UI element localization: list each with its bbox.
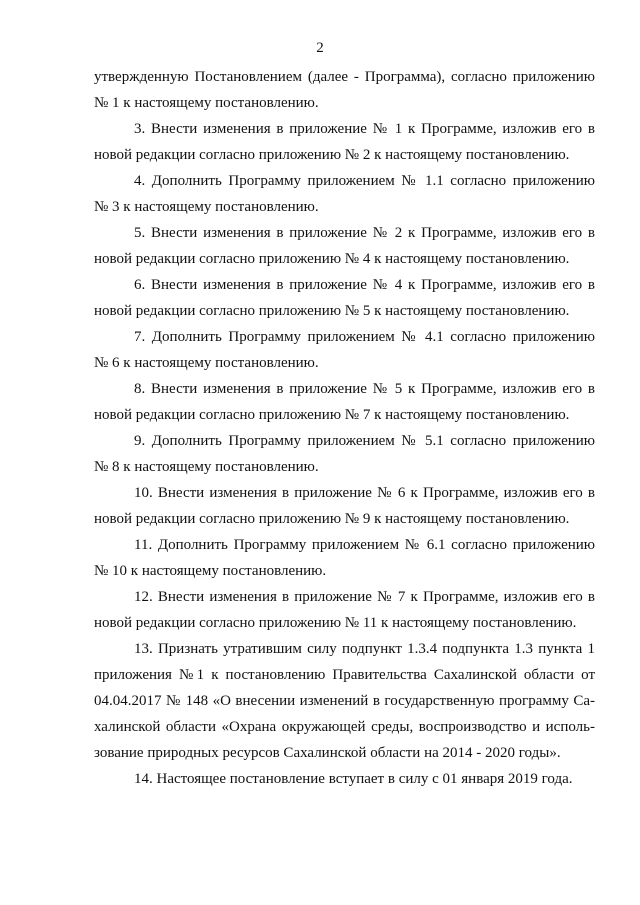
paragraph-line: 11. Дополнить Программу приложением № 6.1 согласно приложению xyxy=(134,537,595,553)
paragraph-line: № 8 к настоящему постановлению. xyxy=(94,459,319,475)
paragraph-line: 14. Настоящее постановление вступает в силу с 01 января 2019 года. xyxy=(134,771,573,787)
paragraph-line: новой редакции согласно приложению № 5 к настоящему постановлению. xyxy=(94,303,570,319)
paragraph-line: 9. Дополнить Программу приложением № 5.1 согласно приложению xyxy=(134,433,595,449)
paragraph-line: новой редакции согласно приложению № 9 к настоящему постановлению. xyxy=(94,511,570,527)
paragraph-line: 6. Внести изменения в приложение № 4 к Программе, изложив его в xyxy=(134,277,595,293)
paragraph-line: новой редакции согласно приложению № 4 к настоящему постановлению. xyxy=(94,251,570,267)
document-body xyxy=(94,64,595,792)
paragraph-line: 8. Внести изменения в приложение № 5 к Программе, изложив его в xyxy=(134,381,595,397)
paragraph-line: приложения №1 к постановлению Правительства Сахалинской области от xyxy=(94,667,595,683)
paragraph xyxy=(94,272,595,324)
paragraph xyxy=(94,220,595,272)
paragraph-line: новой редакции согласно приложению № 11 к настоящему постановлению. xyxy=(94,615,577,631)
paragraph-line: № 10 к настоящему постановлению. xyxy=(94,563,327,579)
paragraph-line: утвержденную Постановлением (далее - Программа), согласно приложению xyxy=(94,69,595,85)
paragraph-line: 7. Дополнить Программу приложением № 4.1 согласно приложению xyxy=(134,329,595,345)
paragraph xyxy=(94,116,595,168)
paragraph-line: № 1 к настоящему постановлению. xyxy=(94,95,319,111)
paragraph-line: 10. Внести изменения в приложение № 6 к Программе, изложив его в xyxy=(134,485,595,501)
paragraph xyxy=(94,636,595,766)
paragraph-line: зование природных ресурсов Сахалинской области на 2014 - 2020 годы». xyxy=(94,745,561,761)
page-number: 2 xyxy=(316,40,324,56)
paragraph-line: 04.04.2017 № 148 «О внесении изменений в государственную программу Са- xyxy=(94,693,595,709)
paragraph xyxy=(94,766,595,792)
paragraph-line: № 3 к настоящему постановлению. xyxy=(94,199,319,215)
paragraph-line: 12. Внести изменения в приложение № 7 к Программе, изложив его в xyxy=(134,589,595,605)
paragraph xyxy=(94,376,595,428)
paragraph-line: новой редакции согласно приложению № 7 к настоящему постановлению. xyxy=(94,407,570,423)
paragraph xyxy=(94,168,595,220)
paragraph-line: новой редакции согласно приложению № 2 к настоящему постановлению. xyxy=(94,147,570,163)
paragraph xyxy=(94,324,595,376)
paragraph-line: 5. Внести изменения в приложение № 2 к Программе, изложив его в xyxy=(134,225,595,241)
paragraph-line: халинской области «Охрана окружающей среды, воспроизводство и исполь- xyxy=(94,719,595,735)
paragraph xyxy=(94,428,595,480)
paragraph-line: № 6 к настоящему постановлению. xyxy=(94,355,319,371)
paragraph-line: 3. Внести изменения в приложение № 1 к Программе, изложив его в xyxy=(134,121,595,137)
paragraph xyxy=(94,64,595,116)
paragraph-line: 4. Дополнить Программу приложением № 1.1 согласно приложению xyxy=(134,173,595,189)
paragraph xyxy=(94,480,595,532)
paragraph xyxy=(94,532,595,584)
paragraph xyxy=(94,584,595,636)
paragraph-line: 13. Признать утратившим силу подпункт 1.3.4 подпункта 1.3 пункта 1 xyxy=(134,641,595,657)
